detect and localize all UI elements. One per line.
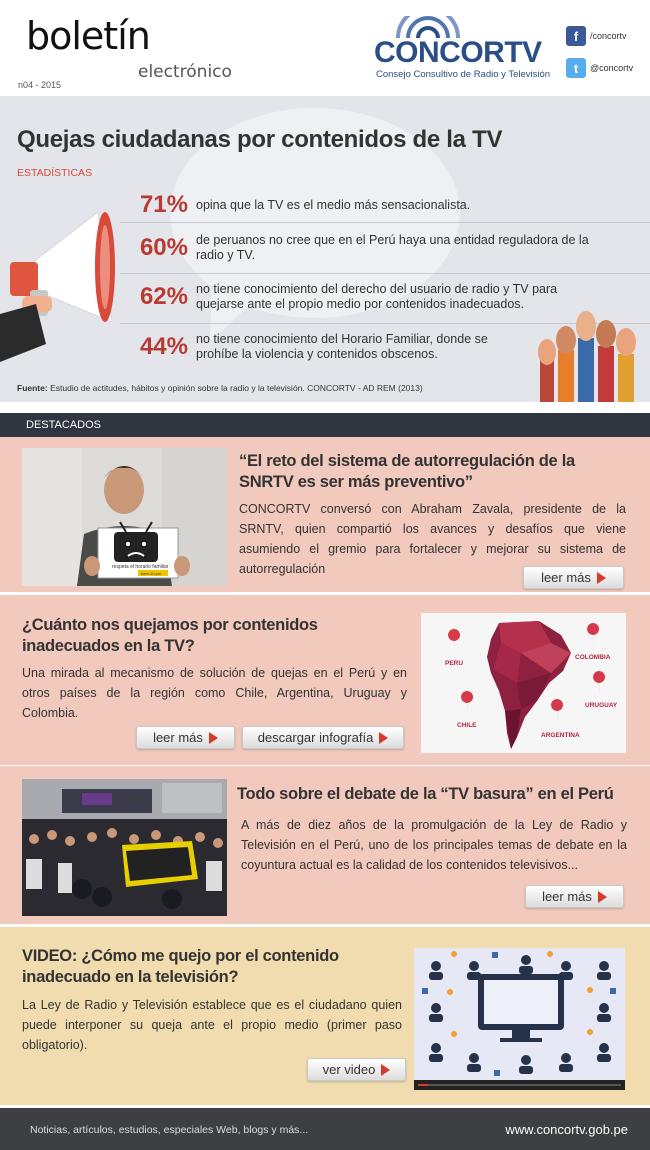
twitter-handle: @concortv	[590, 63, 634, 73]
stat-percentage: 71%	[139, 191, 188, 218]
article-title[interactable]: VIDEO: ¿Cómo me quejo por el contenido inadecuado en la televisión?	[22, 947, 339, 986]
south-america-map-image	[421, 613, 626, 753]
raised-hands-illustration	[530, 308, 650, 402]
play-arrow-icon	[209, 732, 218, 744]
video-thumbnail-image	[414, 948, 625, 1090]
button-label: descargar infografía	[257, 730, 374, 745]
bulletin-title: boletín	[26, 14, 150, 58]
stat-percentage: 62%	[139, 283, 188, 310]
stats-title: Quejas ciudadanas por contenidos de la TV	[17, 126, 503, 153]
read-more-button[interactable]	[523, 566, 624, 589]
stat-divider	[120, 273, 650, 274]
article-body: CONCORTV conversó con Abraham Zavala, presidente de la SRNTV, quien compartió los avances y desafíos que viene asumiendo el gremio para fortalecer y mejorar su sistema de autorregulación	[239, 502, 626, 576]
article-body: La Ley de Radio y Televisión establece que es el ciudadano quien puede interponer su queja ante el propio medio (primer paso obligatorio).	[22, 998, 402, 1052]
watch-video-button[interactable]	[307, 1058, 406, 1081]
facebook-handle: /concortv	[590, 31, 627, 41]
bulletin-subtitle: electrónico	[138, 62, 232, 82]
article-interview	[0, 437, 650, 592]
play-arrow-icon	[379, 732, 388, 744]
button-label: leer más	[153, 730, 203, 745]
website-link[interactable]: www.concortv.gob.pe	[505, 1122, 628, 1137]
facebook-icon: f	[566, 26, 586, 46]
header	[0, 0, 650, 96]
interview-photo-image	[22, 448, 227, 586]
footer	[0, 1108, 650, 1150]
interview-photo[interactable]	[22, 448, 227, 586]
concortv-logo[interactable]: CONCORTV	[374, 36, 542, 69]
issue-number: n04 - 2015	[18, 80, 62, 90]
map-label-colombia: COLOMBIA	[575, 654, 611, 661]
stat-description: no tiene conocimiento del Horario Familiar, donde se prohíbe la violencia y contenidos obscenos.	[196, 332, 488, 361]
read-more-button[interactable]	[525, 885, 624, 908]
stat-percentage: 60%	[139, 234, 188, 261]
map-label-peru: PERU	[445, 660, 464, 667]
article-title[interactable]: Todo sobre el debate de la “TV basura” en el Perú	[237, 785, 614, 803]
article-body: Una mirada al mecanismo de solución de quejas en el Perú y en otros países de la región como Chile, Argentina, Uruguay y Colombia.	[22, 666, 407, 720]
map-label-argentina: ARGENTINA	[541, 732, 580, 739]
facebook-link[interactable]	[566, 26, 627, 46]
stat-divider	[120, 222, 650, 223]
play-arrow-icon	[597, 572, 606, 584]
destacados-label: DESTACADOS	[26, 419, 101, 431]
protest-photo-image	[22, 779, 227, 916]
twitter-link[interactable]	[566, 58, 633, 78]
article-complaints	[0, 595, 650, 765]
destacados-bar	[0, 413, 650, 437]
button-label: leer más	[542, 889, 592, 904]
protest-photo[interactable]	[22, 779, 227, 916]
stats-label: ESTADÍSTICAS	[17, 167, 93, 179]
play-arrow-icon	[381, 1064, 390, 1076]
article-title[interactable]: “El reto del sistema de autorregulación de la SNRTV es ser más preventivo”	[239, 452, 575, 491]
south-america-map[interactable]	[421, 613, 626, 753]
map-label-chile: CHILE	[457, 722, 477, 729]
download-infographic-button[interactable]	[242, 726, 404, 749]
stat-percentage: 44%	[139, 333, 188, 360]
stat-row-2	[125, 233, 640, 263]
play-arrow-icon	[598, 891, 607, 903]
stat-description: de peruanos no cree que en el Perú haya una entidad reguladora de la radio y TV.	[196, 233, 589, 262]
stats-source	[17, 383, 423, 393]
source-text: Estudio de actitudes, hábitos y opinión sobre la radio y la televisión. CONCORTV - AD REM (2013)	[50, 383, 423, 393]
button-label: ver video	[322, 1062, 376, 1077]
map-label-uruguay: URUGUAY	[585, 702, 618, 709]
article-title[interactable]: ¿Cuánto nos quejamos por contenidos inadecuados en la TV?	[22, 616, 318, 655]
stat-row-1	[125, 191, 640, 219]
stats-section	[0, 96, 650, 402]
megaphone-icon	[0, 204, 120, 364]
article-body: A más de diez años de la promulgación de la Ley de Radio y Televisión en el Perú, uno de los principales temas de debate en la coyuntura actual es la calidad de los contenidos televisivos...	[241, 818, 627, 872]
stat-description: no tiene conocimiento del derecho del usuario de radio y TV para quejarse ante el propio medio por contenidos inadecuados.	[196, 282, 558, 311]
button-label: leer más	[541, 570, 591, 585]
video-thumbnail[interactable]	[414, 948, 625, 1090]
footer-tagline: Noticias, artículos, estudios, especiales Web, blogs y más...	[30, 1124, 309, 1136]
article-video	[0, 927, 650, 1105]
sign-text: respeta el horario familiar	[112, 564, 169, 570]
source-label: Fuente:	[17, 383, 48, 393]
read-more-button[interactable]	[136, 726, 235, 749]
twitter-icon: t	[566, 58, 586, 78]
article-tv-basura	[0, 766, 650, 924]
stat-description: opina que la TV es el medio más sensacionalista.	[196, 197, 471, 212]
sign-hours: 6am-10 pm	[141, 571, 162, 576]
logo-tagline: Consejo Consultivo de Radio y Televisión	[376, 69, 551, 80]
